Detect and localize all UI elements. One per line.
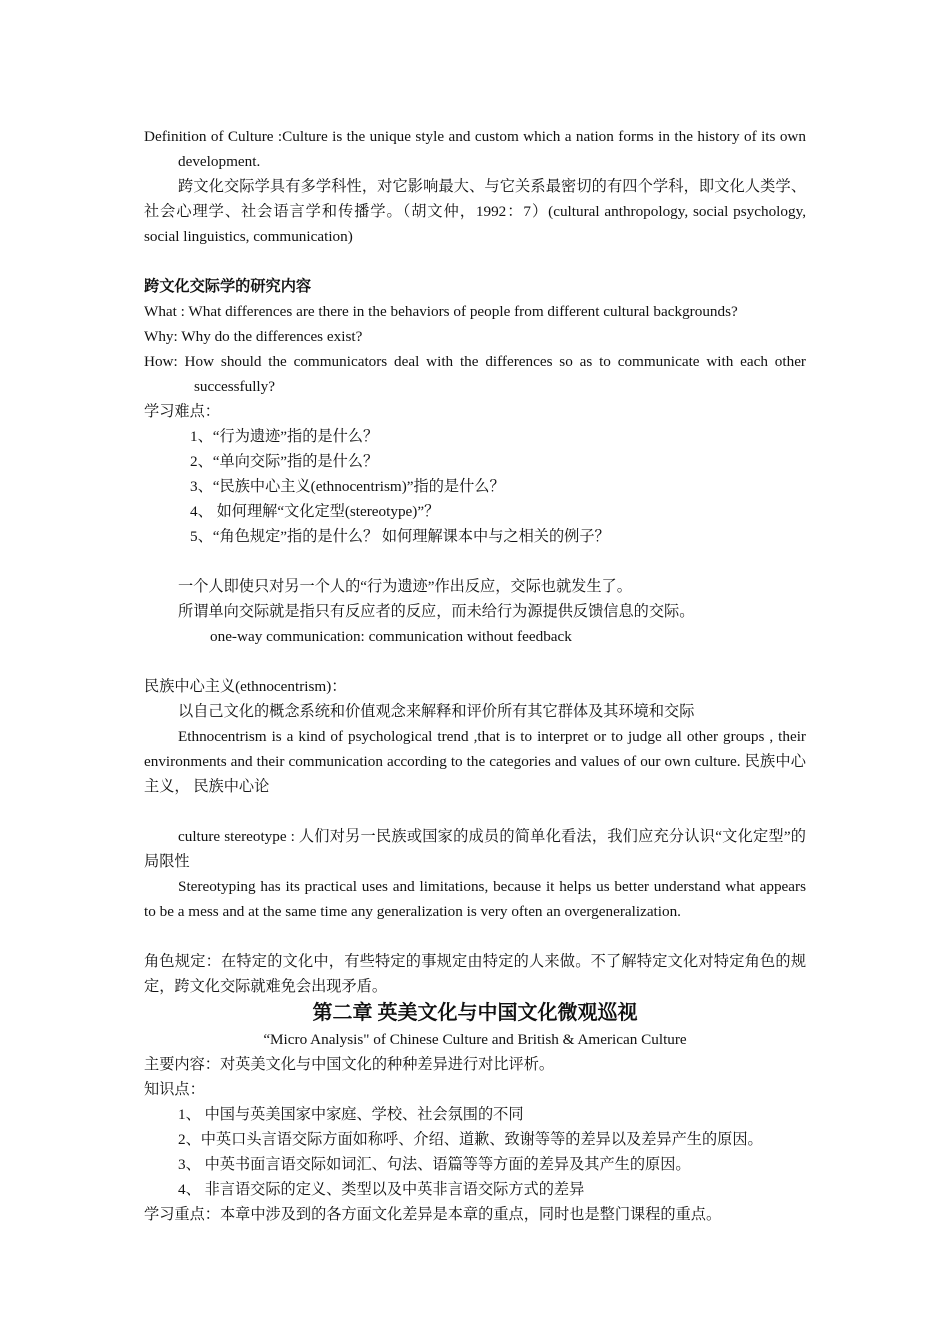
spacer <box>144 924 806 949</box>
knowledge-point-item: 3、 中英书面言语交际如词汇、句法、语篇等等方面的差异及其产生的原因。 <box>178 1156 691 1173</box>
research-what: What : What differences are there in the behaviors of people from different cultural backgrounds? <box>144 303 738 320</box>
research-heading: 跨文化交际学的研究内容 <box>144 278 312 295</box>
difficulty-item: 1、“行为遗迹”指的是什么？ <box>190 428 379 445</box>
study-focus: 学习重点：本章中涉及到的各方面文化差异是本章的重点，同时也是整门课程的重点。 <box>144 1206 722 1223</box>
knowledge-point-item: 4、 非言语交际的定义、类型以及中英非言语交际方式的差异 <box>178 1181 585 1198</box>
chapter-main-content: 主要内容：对英美文化与中国文化的种种差异进行对比评析。 <box>144 1056 555 1073</box>
one-way-cn-note: 所谓单向交际就是指只有反应者的反应，而未给行为源提供反馈信息的交际。 <box>178 603 695 620</box>
chapter-subtitle: “Micro Analysis" of Chinese Culture and British & American Culture <box>263 1031 687 1048</box>
spacer <box>144 249 806 274</box>
behavior-trace-note: 一个人即使只对另一个人的“行为遗迹”作出反应，交际也就发生了。 <box>178 578 632 595</box>
ethnocentrism-en: Ethnocentrism is a kind of psychological trend ,that is to interpret or to judge all other groups , their environments and their communication according to the categories and values of our own culture. 民族中心主义， 民族中心论 <box>144 728 806 795</box>
stereotype-cn: culture stereotype : 人们对另一民族或国家的成员的简单化看法，我们应充分认识“文化定型”的局限性 <box>144 828 806 870</box>
research-how: How: How should the communicators deal with the differences so as to communicate with each other successfully? <box>144 353 806 395</box>
spacer <box>144 799 806 824</box>
knowledge-point-item: 2、中英口头言语交际方面如称呼、介绍、道歉、致谢等等的差异以及差异产生的原因。 <box>178 1131 763 1148</box>
chapter-title: 第二章 英美文化与中国文化微观巡视 <box>312 1002 638 1024</box>
difficulty-item: 4、 如何理解“文化定型(stereotype)”？ <box>190 503 440 520</box>
difficulties-label: 学习难点： <box>144 403 220 420</box>
difficulty-item: 2、“单向交际”指的是什么？ <box>190 453 379 470</box>
knowledge-points-label: 知识点： <box>144 1081 205 1098</box>
document-page <box>144 124 806 1227</box>
spacer <box>144 549 806 574</box>
one-way-en-note: one-way communication: communication without feedback <box>210 628 572 645</box>
culture-definition: Definition of Culture :Culture is the unique style and custom which a nation forms in the history of its own development. <box>144 128 806 170</box>
role-prescription: 角色规定：在特定的文化中，有些特定的事规定由特定的人来做。不了解特定文化对特定角色的规定，跨文化交际就难免会出现矛盾。 <box>144 953 806 995</box>
disciplines-paragraph: 跨文化交际学具有多学科性，对它影响最大、与它关系最密切的有四个学科，即文化人类学、社会心理学、社会语言学和传播学。（胡文仲，1992：7）(cultural anthropology, social psychology, social linguistics, communication) <box>144 178 806 245</box>
knowledge-point-item: 1、 中国与英美国家中家庭、学校、社会氛围的不同 <box>178 1106 524 1123</box>
stereotype-en: Stereotyping has its practical uses and limitations, because it helps us better understand what appears to be a mess and at the same time any generalization is very often an overgeneralization. <box>144 878 806 920</box>
ethnocentrism-cn: 以自己文化的概念系统和价值观念来解释和评价所有其它群体及其环境和交际 <box>178 703 695 720</box>
ethnocentrism-label: 民族中心主义(ethnocentrism)： <box>144 678 347 695</box>
difficulty-item: 3、“民族中心主义(ethnocentrism)”指的是什么？ <box>190 478 505 495</box>
research-why: Why: Why do the differences exist? <box>144 328 363 345</box>
spacer <box>144 649 806 674</box>
difficulty-item: 5、“角色规定”指的是什么？ 如何理解课本中与之相关的例子？ <box>190 528 610 545</box>
